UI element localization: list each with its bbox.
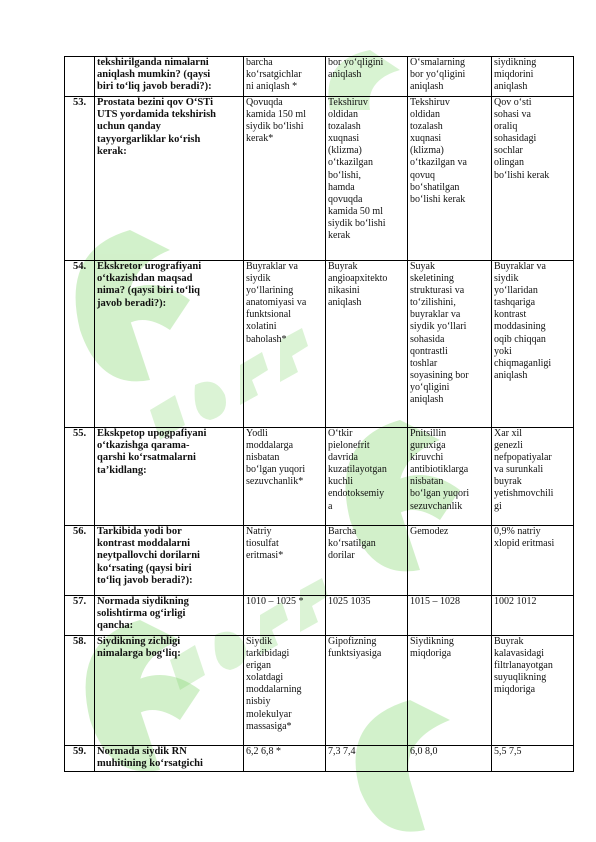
question-number: 57. — [65, 596, 95, 636]
answer-b: 1025 1035 — [326, 596, 408, 636]
question-text: Prostata bezini qov O‘STi UTS yordamida tekshirish uchun qanday tayyorgarliklar ko‘rish kerak: — [95, 97, 244, 261]
question-text: Tarkibida yodi bor kontrast moddalarni neytpallovchi dorilarni ko‘rsating (qaysi biri to‘liq javob beradi?): — [95, 526, 244, 596]
answer-d: 0,9% natriy xlopid eritmasi — [492, 526, 574, 596]
answer-a: Siydik tarkibidagi erigan xolatdagi moddalarning nisbiy molekulyar massasiga* — [244, 636, 326, 746]
table-row — [65, 526, 574, 596]
table-row — [65, 428, 574, 526]
question-text: Ekskpetop upogpafiyani o‘tkazishga qarama- qarshi ko‘rsatmalarni ta’kidlang: — [95, 428, 244, 526]
answer-b: Buyrak angioapxitekto nikasini aniqlash — [326, 261, 408, 428]
answer-a: barcha ko‘rsatgichlar ni aniqlash * — [244, 57, 326, 97]
answer-a: Qovuqda kamida 150 ml siydik bo‘lishi kerak* — [244, 97, 326, 261]
question-number: 59. — [65, 746, 95, 772]
answer-c: Suyak skeletining strukturasi va to‘zilishini, buyraklar va siydik yo‘llari sohasida qontrastli toshlar soyasining bor yo‘qligini aniqlash — [408, 261, 492, 428]
answer-c: 1015 – 1028 — [408, 596, 492, 636]
answer-b: O‘tkir pielonefrit davrida kuzatilayotgan kuchli endotoksemiy a — [326, 428, 408, 526]
answer-b: 7,3 7,4 — [326, 746, 408, 772]
question-text: Normada siydik RN muhitining ko‘rsatgichi — [95, 746, 244, 772]
answer-d: Buyraklar va siydik yo‘llaridan tashqariga kontrast moddasining oqib chiqqan yoki chiqmaganligi aniqlash — [492, 261, 574, 428]
answer-a: 1010 – 1025 * — [244, 596, 326, 636]
answer-b: Gipofizning funktsiyasiga — [326, 636, 408, 746]
answer-d: Buyrak kalavasidagi filtrlanayotgan suyuqlikning miqdoriga — [492, 636, 574, 746]
question-text: tekshirilganda nimalarni aniqlash mumkin? (qaysi biri to‘liq javob beradi?): — [95, 57, 244, 97]
answer-c: O‘smalarning bor yo‘qligini aniqlash — [408, 57, 492, 97]
answer-c: Pnitsillin guruxiga kiruvchi antibiotiklarga nisbatan bo‘lgan yuqori sezuvchanlik — [408, 428, 492, 526]
answer-c: 6,0 8,0 — [408, 746, 492, 772]
answer-d: 5,5 7,5 — [492, 746, 574, 772]
question-number: 55. — [65, 428, 95, 526]
questions-table — [64, 56, 574, 772]
table-row — [65, 746, 574, 772]
question-text: Normada siydikning solishtirma og‘irligi qancha: — [95, 596, 244, 636]
question-number: 56. — [65, 526, 95, 596]
answer-d: siydikning miqdorini aniqlash — [492, 57, 574, 97]
answer-c: Gemodez — [408, 526, 492, 596]
answer-c: Tekshiruv oldidan tozalash xuqnasi (klizma) o‘tkazilgan va qovuq bo‘shatilgan bo‘lishi kerak — [408, 97, 492, 261]
table-row — [65, 596, 574, 636]
answer-d: Xar xil genezli nefpopatiyalar va surunkali buyrak yetishmovchili gi — [492, 428, 574, 526]
table-row — [65, 57, 574, 97]
table-row — [65, 97, 574, 261]
table-row — [65, 636, 574, 746]
answer-b: Barcha ko‘rsatilgan dorilar — [326, 526, 408, 596]
answer-b: bor yo‘qligini aniqlash — [326, 57, 408, 97]
question-number: 58. — [65, 636, 95, 746]
answer-b: Tekshiruv oldidan tozalash xuqnasi (klizma) o‘tkazilgan bo‘lishi, hamda qovuqda kamida 50 ml siydik bo‘lishi kerak — [326, 97, 408, 261]
answer-d: Qov o‘sti sohasi va oraliq sohasidagi sochlar olingan bo‘lishi kerak — [492, 97, 574, 261]
answer-a: Natriy tiosulfat eritmasi* — [244, 526, 326, 596]
table-row — [65, 261, 574, 428]
question-number — [65, 57, 95, 97]
question-number: 53. — [65, 97, 95, 261]
answer-c: Siydikning miqdoriga — [408, 636, 492, 746]
question-text: Ekskretor urografiyani o‘tkazishdan maqsad nima? (qaysi biri to‘liq javob beradi?): — [95, 261, 244, 428]
answer-a: Yodli moddalarga nisbatan bo‘lgan yuqori sezuvchanlik* — [244, 428, 326, 526]
answer-d: 1002 1012 — [492, 596, 574, 636]
question-number: 54. — [65, 261, 95, 428]
answer-a: 6,2 6,8 * — [244, 746, 326, 772]
question-text: Siydikning zichligi nimalarga bog‘liq: — [95, 636, 244, 746]
answer-a: Buyraklar va siydik yo‘llarining anatomiyasi va funktsional xolatini baholash* — [244, 261, 326, 428]
